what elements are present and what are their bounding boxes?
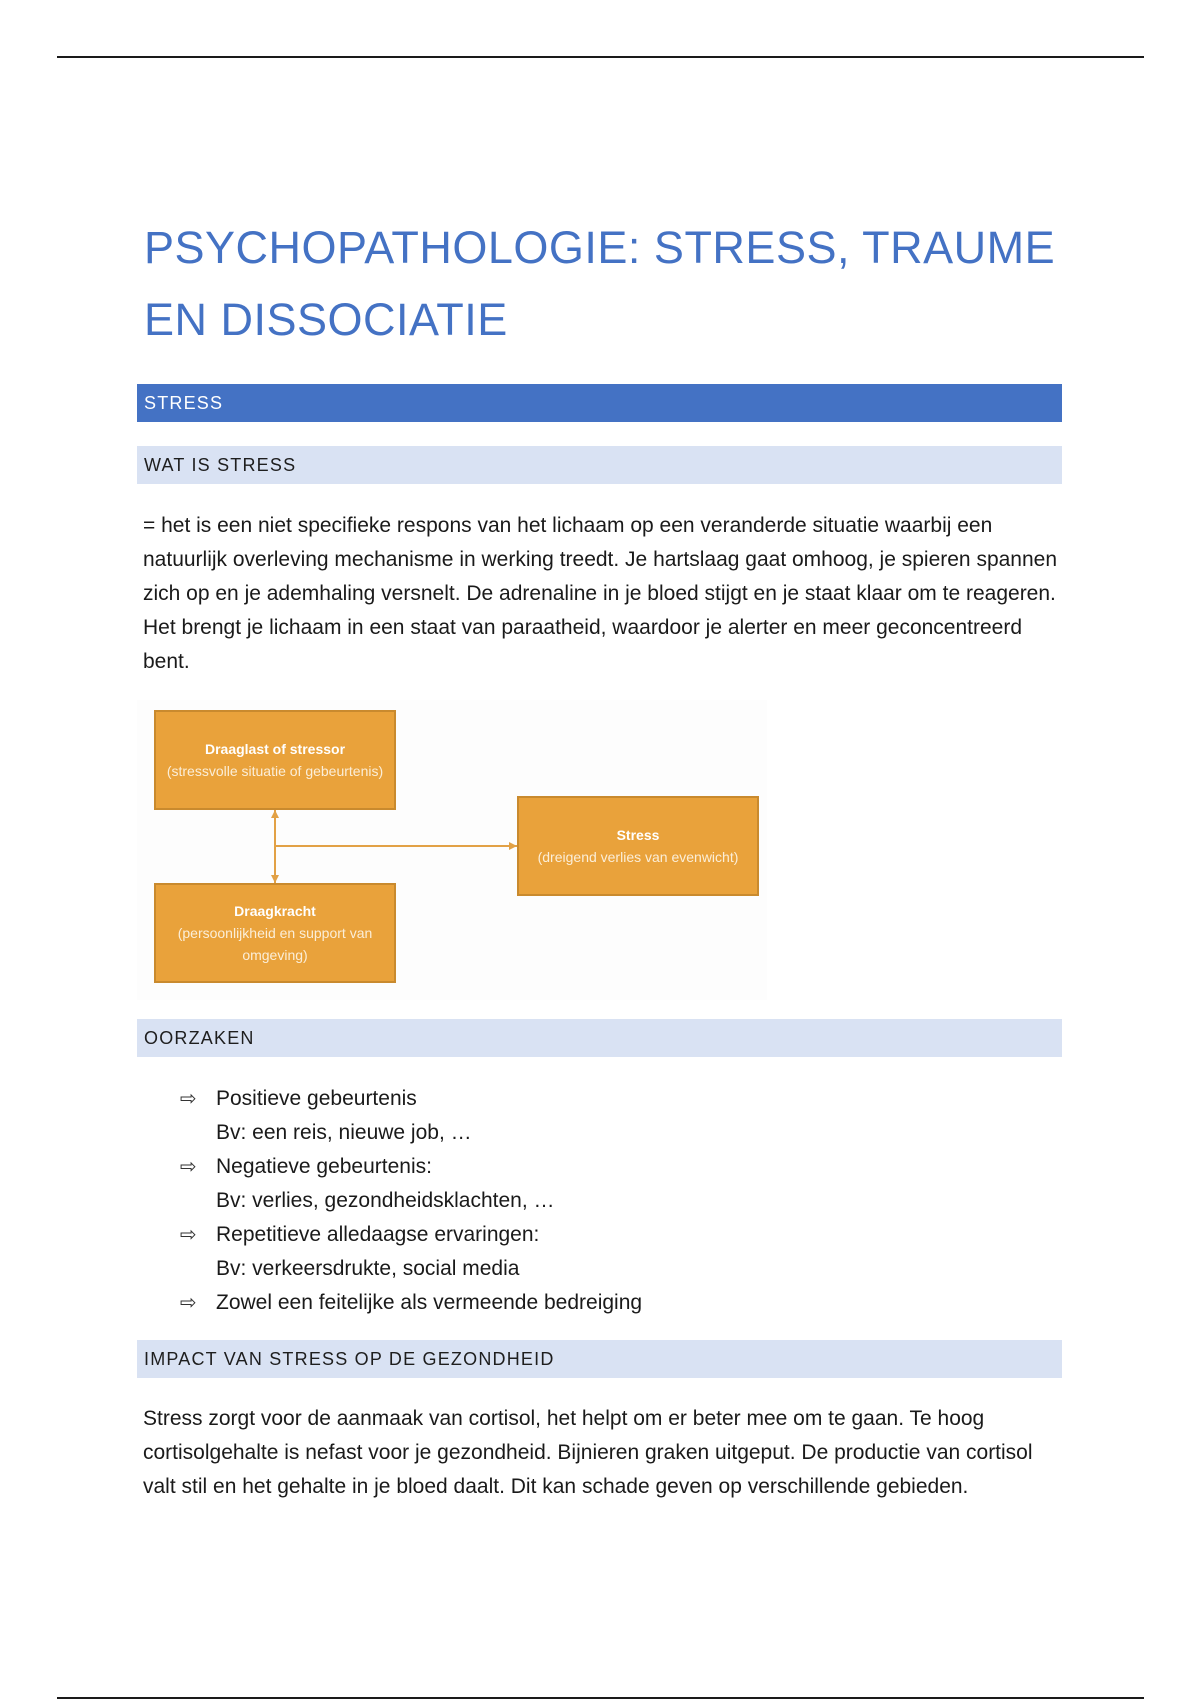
document-title bbox=[144, 212, 1064, 356]
oorzaken-list bbox=[180, 1082, 880, 1320]
arrow-bullet-icon: ⇨ bbox=[180, 1292, 197, 1314]
arrowhead-right bbox=[509, 842, 517, 850]
header-rule bbox=[57, 56, 1144, 58]
box-draaglast-title: Draaglast of stressor bbox=[204, 741, 346, 757]
list-item-example: Bv: verkeersdrukte, social media bbox=[216, 1257, 520, 1280]
list-item-label: Positieve gebeurtenis bbox=[216, 1087, 417, 1110]
list-item-label: Negatieve gebeurtenis: bbox=[216, 1155, 432, 1178]
subheading-wat-is-stress: WAT IS STRESS bbox=[137, 446, 1062, 484]
impact-paragraph: Stress zorgt voor de aanmaak van cortisol, het helpt om er beter mee om te gaan. Te hoog cortisolgehalte is nefast voor je gezondheid. Bijnieren graken uitgeput. De productie van cortisol valt stil en het gehalte in je bloed daalt. Dit kan schade geven op verschillende gebieden. bbox=[143, 1407, 1033, 1498]
box-draaglast-subtitle: (stressvolle situatie of gebeurtenis) bbox=[166, 763, 384, 779]
subheading-oorzaken: OORZAKEN bbox=[137, 1019, 1062, 1057]
arrow-bullet-icon: ⇨ bbox=[180, 1224, 197, 1246]
list-item-example: Bv: een reis, nieuwe job, … bbox=[216, 1121, 472, 1144]
box-draagkracht-subtitle: (persoonlijkheid en support van omgeving) bbox=[177, 925, 373, 963]
list-item-label: Repetitieve alledaagse ervaringen: bbox=[216, 1223, 540, 1246]
box-stress-title: Stress bbox=[616, 827, 660, 843]
footer-rule bbox=[57, 1697, 1144, 1699]
arrow-bullet-icon: ⇨ bbox=[180, 1156, 197, 1178]
arrowhead-down bbox=[271, 875, 279, 883]
stress-diagram bbox=[137, 700, 767, 1000]
list-item bbox=[180, 1150, 880, 1218]
list-item bbox=[180, 1218, 880, 1286]
box-draaglast bbox=[154, 710, 396, 810]
arrowhead-up bbox=[271, 810, 279, 818]
section-heading-stress: STRESS bbox=[137, 384, 1062, 422]
box-stress-subtitle: (dreigend verlies van evenwicht) bbox=[537, 849, 739, 865]
box-stress bbox=[517, 796, 759, 896]
title-line-1: PSYCHOPATHOLOGIE: STRESS, TRAUME bbox=[144, 222, 1056, 273]
definition-paragraph: = het is een niet specifieke respons van het lichaam op een veranderde situatie waarbij een natuurlijk overleving mechanisme in werking treedt. Je hartslaag gaat omhoog, je spieren spannen zich op en je ademhaling versnelt. De adrenaline in je bloed stijgt en je staat klaar om te reageren. Het brengt je lichaam in een staat van paraatheid, waardoor je alerter en meer geconcentreerd bent. bbox=[143, 514, 1058, 673]
list-item-label: Zowel een feitelijke als vermeende bedreiging bbox=[216, 1291, 643, 1314]
list-item-example: Bv: verlies, gezondheidsklachten, … bbox=[216, 1189, 555, 1212]
title-line-2: EN DISSOCIATIE bbox=[144, 294, 508, 345]
list-item bbox=[180, 1286, 880, 1320]
list-item bbox=[180, 1082, 880, 1150]
box-draagkracht bbox=[154, 883, 396, 983]
subheading-impact: IMPACT VAN STRESS OP DE GEZONDHEID bbox=[137, 1340, 1062, 1378]
box-draagkracht-title: Draagkracht bbox=[234, 903, 316, 919]
arrow-bullet-icon: ⇨ bbox=[180, 1088, 197, 1110]
